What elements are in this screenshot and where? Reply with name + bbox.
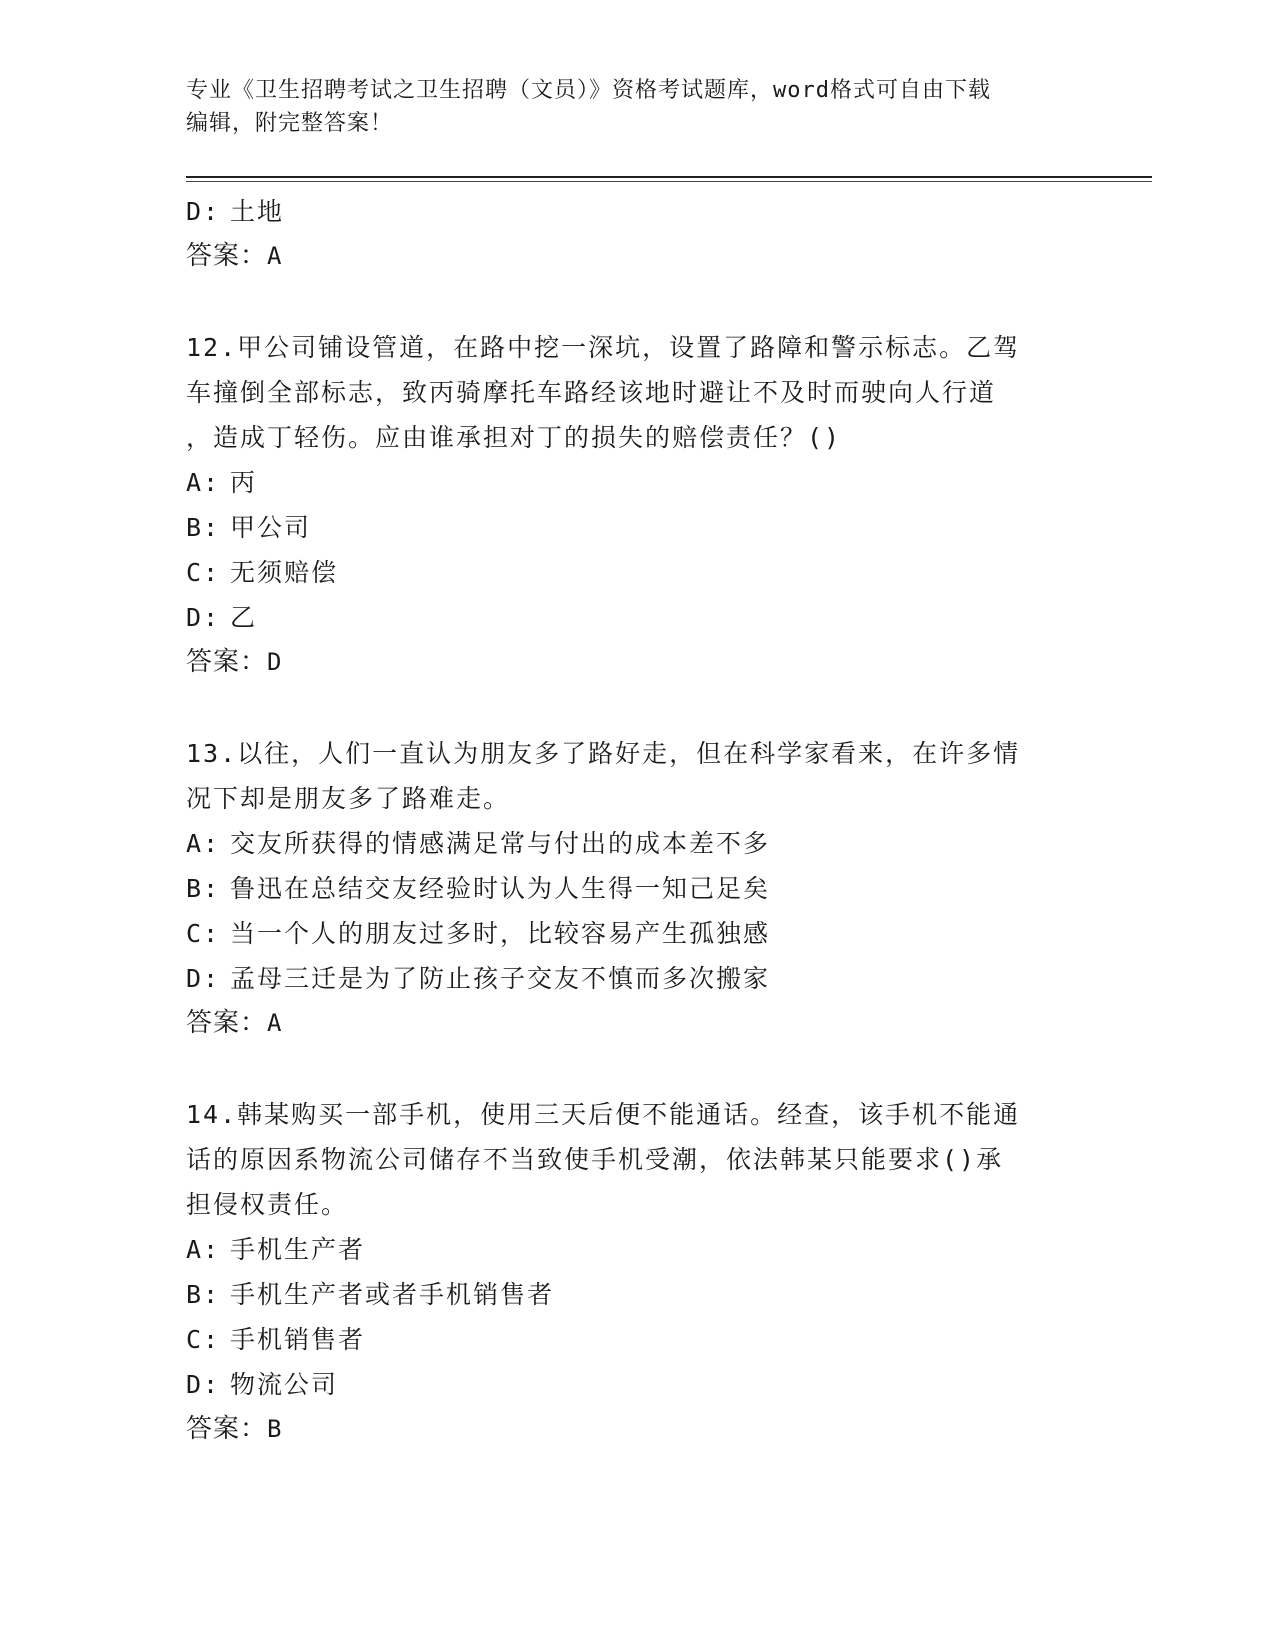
option-row [186, 1272, 1086, 1317]
question-stem-line: 13.以往，人们一直认为朋友多了路好走，但在科学家看来，在许多情 [186, 739, 1021, 768]
option-row [186, 595, 1086, 640]
option-row [186, 189, 1086, 234]
document-header [186, 74, 1066, 140]
option-text: 孟母三迁是为了防止孩子交友不慎而多次搬家 [230, 964, 771, 993]
option-key: A: [186, 829, 221, 858]
question-stem-line: 14.韩某购买一部手机，使用三天后便不能通话。经查，该手机不能通 [186, 1100, 1021, 1129]
header-line-2: 编辑，附完整答案！ [186, 111, 394, 136]
option-text: 无须赔偿 [230, 558, 339, 587]
option-key: D: [186, 197, 221, 226]
question-stem-line: 况下却是朋友多了路难走。 [186, 784, 511, 813]
option-row [186, 1227, 1086, 1272]
option-text: 乙 [230, 603, 258, 632]
answer-value: A [267, 242, 283, 270]
option-key: A: [186, 468, 221, 497]
option-row [186, 550, 1086, 595]
option-row [186, 1317, 1086, 1362]
option-text: 鲁迅在总结交友经验时认为人生得一知己足矣 [230, 874, 771, 903]
question-stem-line: 话的原因系物流公司储存不当致使手机受潮，依法韩某只能要求()承 [186, 1145, 1004, 1174]
spacer [186, 685, 1086, 731]
option-key: C: [186, 1325, 221, 1354]
option-row [186, 1362, 1086, 1407]
option-text: 土地 [230, 197, 285, 226]
spacer [186, 1046, 1086, 1092]
option-row [186, 821, 1086, 866]
option-text: 交友所获得的情感满足常与付出的成本差不多 [230, 829, 771, 858]
option-text: 当一个人的朋友过多时，比较容易产生孤独感 [230, 919, 771, 948]
option-row [186, 866, 1086, 911]
question-14 [186, 1092, 1086, 1452]
question-list [186, 189, 1086, 1452]
answer-row [186, 234, 1086, 279]
option-text: 手机生产者 [230, 1235, 366, 1264]
option-row [186, 911, 1086, 956]
option-text: 手机生产者或者手机销售者 [230, 1280, 555, 1309]
answer-label: 答案： [186, 647, 268, 677]
option-row [186, 956, 1086, 1001]
answer-label: 答案： [186, 1008, 268, 1038]
question-stem-line: ，造成丁轻伤。应由谁承担对丁的损失的赔偿责任？() [186, 423, 842, 452]
option-key: D: [186, 603, 221, 632]
header-divider-thin [186, 181, 1152, 182]
option-text: 甲公司 [230, 513, 312, 542]
option-key: A: [186, 1235, 221, 1264]
question-stem-line: 车撞倒全部标志，致丙骑摩托车路经该地时避让不及时而驶向人行道 [186, 378, 997, 407]
question-stem-line: 担侵权责任。 [186, 1190, 349, 1219]
question-13 [186, 731, 1086, 1046]
question-stem-line: 12.甲公司铺设管道，在路中挖一深坑，设置了路障和警示标志。乙驾 [186, 333, 1021, 362]
option-key: D: [186, 964, 221, 993]
answer-value: A [267, 1009, 283, 1037]
option-row [186, 505, 1086, 550]
option-text: 丙 [230, 468, 258, 497]
answer-value: B [267, 1415, 283, 1443]
header-line-1: 专业《卫生招聘考试之卫生招聘（文员）》资格考试题库，word格式可自由下载 [186, 78, 991, 103]
option-key: B: [186, 874, 221, 903]
option-key: B: [186, 1280, 221, 1309]
answer-label: 答案： [186, 241, 268, 271]
answer-value: D [267, 648, 283, 676]
option-key: B: [186, 513, 221, 542]
answer-label: 答案： [186, 1414, 268, 1444]
question-12 [186, 325, 1086, 685]
option-row [186, 460, 1086, 505]
option-key: D: [186, 1370, 221, 1399]
answer-row [186, 1407, 1086, 1452]
answer-row [186, 1001, 1086, 1046]
option-text: 手机销售者 [230, 1325, 366, 1354]
option-key: C: [186, 919, 221, 948]
answer-row [186, 640, 1086, 685]
spacer [186, 279, 1086, 325]
header-divider-thick [186, 176, 1152, 178]
option-key: C: [186, 558, 221, 587]
option-text: 物流公司 [230, 1370, 339, 1399]
previous-question-tail [186, 189, 1086, 279]
